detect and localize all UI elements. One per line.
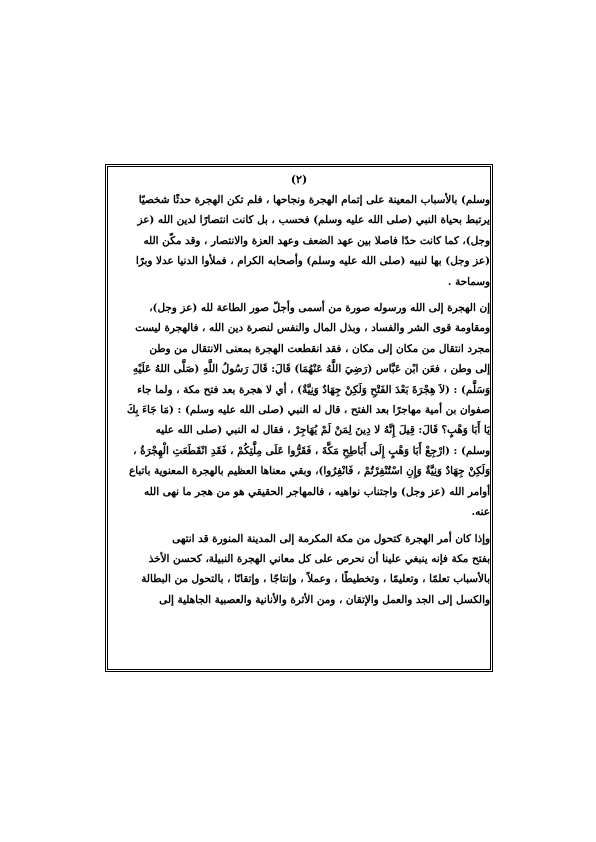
paragraph-1 [108,190,490,292]
text-line: والكسل إلى الجد والعمل والإتقان ، ومن الأثرة والأنانية والعصبية الجاهلية إلى [159,593,490,606]
text-line: وسلم) : (ارْجِعْ أَبَا وَهْبٍ إِلَى أَبَاطِحِ مَكَّةَ ، فَقَرُّوا عَلَى مِلَّتِكُمْ ، فَقَدِ انْقَطَعَتِ الْهِجْرَةُ ، [133,444,490,457]
page-number: (٢) [290,173,308,186]
paragraph-3 [108,529,490,611]
text-line: أوامر الله (عز وجل) واجتناب نواهيه ، فالمهاجر الحقيقي هو من هجر ما نهى الله [144,485,490,498]
text-line: وسماحة . [447,275,490,288]
text-line: يَا أَبَا وَهْبٍ؟ قَالَ: قِيلَ إِنَّهُ لا دِينَ لِمَنْ لَمْ يُهَاجِرْ ، فقال له النبي (صلى الله عليه [155,424,490,437]
document-body [108,172,490,610]
text-line: إن الهجرة إلى الله ورسوله صورة من أسمى وأجلّ صور الطاعة لله (عز وجل)، [149,302,490,315]
text-line: يرتبط بحياة النبي (صلى الله عليه وسلم) فحسب ، بل كانت انتصارًا لدين الله (عز [137,214,490,227]
text-line: (عز وجل) بها لنبيه (صلى الله عليه وسلم) وأصحابه الكرام ، فملأوا الدنيا عدلا وبرًا [135,255,490,268]
paragraph-2 [108,298,490,522]
text-line: بالأسباب تعلمًا ، وتعليمًا ، وتخطيطًا ، وعملاً ، وإنتاجًا ، وإتقانًا ، بالتحول من البطالة [141,573,490,586]
text-line: بفتح مكة فإنه ينبغي علينا أن نحرص على كل معاني الهجرة النبيلة، كحسن الأخذ [148,552,490,565]
text-line: إلى وطن ، فعَن ابْن عَبَّاس (رَضِيَ اللَّهُ عَنْهُمَا) قَالَ: قَالَ رَسُولُ اللَّهِ (صَلَّى اللهُ عَلَيْهِ [132,363,490,376]
text-line: وَلَكِنْ جِهَادٌ وَنِيَّةٌ وَإِنِ اسْتُنْفِرْتُمْ ، فَانْفِرُوا)، وبقي معناها العظيم بالهجرة المعنوية باتباع [129,465,490,478]
text-line: وإذا كان أمر الهجرة كتحول من مكة المكرمة إلى المدينة المنورة قد انتهى [172,532,490,545]
text-line: صفوان بن أمية مهاجرًا بعد الفتح ، قال له النبي (صلى الله عليه وسلم) : (مَا جَاءَ بِكَ [126,404,490,417]
text-line: وجل)، كما كانت حدًا فاصلا بين عهد الضعف وعهد العزة والانتصار ، وقد مكّن الله [143,234,490,247]
text-line: عنه. [471,506,490,519]
text-line: مجرد انتقال من مكان إلى مكان ، فقد انقطعت الهجرة بمعنى الانتقال من وطن [149,342,490,355]
text-line: وسلم) بالأسباب المعينة على إتمام الهجرة ونجاحها ، فلم تكن الهجرة حدثًا شخصيًا [138,194,490,206]
text-line: ومقاومة قوى الشر والفساد ، وبذل المال والنفس لنصرة دين الله ، فالهجرة ليست [135,322,490,335]
text-line: وَسَلَّم) : (لاَ هِجْرَةَ بَعْدَ الفَتْحِ وَلَكِنْ جِهَادٌ وَنِيَّةٌ) ، أي لا هجرة بعد فتح مكة ، ولما جاء [137,383,490,396]
